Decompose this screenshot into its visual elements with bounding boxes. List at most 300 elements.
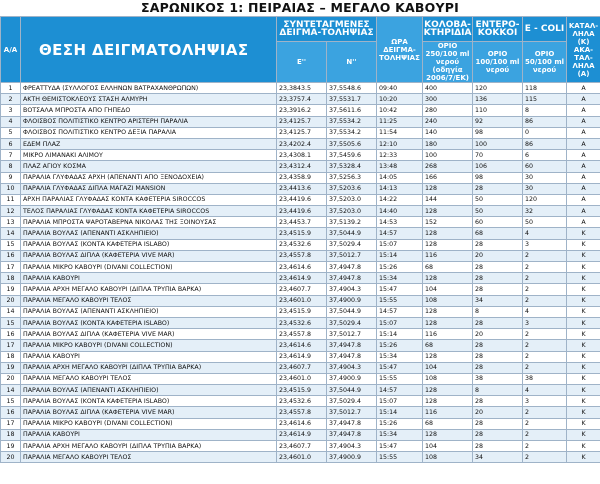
cell-coliforms: 166 xyxy=(423,172,473,183)
table-row xyxy=(1,306,600,317)
cell-category: Α xyxy=(567,105,600,116)
cell-coord-n: 37,5534.2 xyxy=(327,127,377,138)
cell-coliforms: 240 xyxy=(423,116,473,127)
cell-time: 11:25 xyxy=(377,116,423,127)
cell-category: Α xyxy=(567,83,600,94)
table-row xyxy=(1,351,600,362)
cell-category: Κ xyxy=(567,441,600,452)
cell-coord-e: 23,4202.4 xyxy=(277,138,327,149)
cell-category: Α xyxy=(567,150,600,161)
cell-coliforms: 68 xyxy=(423,262,473,273)
cell-time: 15:47 xyxy=(377,284,423,295)
cell-aa: 15 xyxy=(1,239,21,250)
cell-time: 13:48 xyxy=(377,161,423,172)
cell-ecoli: 118 xyxy=(523,83,567,94)
cell-time: 15:07 xyxy=(377,239,423,250)
cell-aa: 15 xyxy=(1,317,21,328)
header-ecoli-limit: ΟΡΙΟ 50/100 ml νερού xyxy=(523,42,567,83)
cell-location: ΦΛΟΙΣΒΟΣ ΠΟΛΙΤΙΣΤΙΚΟ ΚΕΝΤΡΟ ΔΕΞΙΑ ΠΑΡΑΛΙΑ xyxy=(21,127,277,138)
cell-aa: 15 xyxy=(1,396,21,407)
cell-category: Α xyxy=(567,183,600,194)
cell-coord-e: 23,4419.6 xyxy=(277,206,327,217)
cell-ecoli: 2 xyxy=(523,295,567,306)
cell-coord-n: 37,4900.9 xyxy=(327,452,377,463)
cell-location: ΠΑΡΑΛΙΑ ΓΛΥΦΑΔΑΣ ΑΡΧΗ (ΑΠΕΝΑΝΤΙ ΑΠΟ ΞΕΝΟΔΟΧΕΙΑ) xyxy=(21,172,277,183)
cell-time: 15:26 xyxy=(377,340,423,351)
cell-coord-e: 23,4419.6 xyxy=(277,194,327,205)
cell-coord-e: 23,4125.7 xyxy=(277,116,327,127)
cell-coord-n: 37,5044.9 xyxy=(327,385,377,396)
cell-coord-n: 37,5044.9 xyxy=(327,306,377,317)
cell-enterococci: 98 xyxy=(473,172,523,183)
cell-ecoli: 2 xyxy=(523,329,567,340)
cell-coliforms: 128 xyxy=(423,429,473,440)
cell-enterococci: 70 xyxy=(473,150,523,161)
cell-ecoli: 6 xyxy=(523,150,567,161)
cell-time: 15:34 xyxy=(377,273,423,284)
cell-coliforms: 104 xyxy=(423,284,473,295)
cell-category: Κ xyxy=(567,396,600,407)
cell-location: ΠΑΡΑΛΙΑ ΚΑΒΟΥΡΙ xyxy=(21,273,277,284)
results-table xyxy=(0,16,600,463)
cell-ecoli: 2 xyxy=(523,362,567,373)
cell-coliforms: 300 xyxy=(423,94,473,105)
cell-ecoli: 4 xyxy=(523,385,567,396)
cell-category: Α xyxy=(567,94,600,105)
cell-category: Α xyxy=(567,194,600,205)
cell-category: Κ xyxy=(567,329,600,340)
cell-coliforms: 104 xyxy=(423,441,473,452)
cell-coord-n: 37,5029.4 xyxy=(327,239,377,250)
cell-time: 10:42 xyxy=(377,105,423,116)
cell-category: Κ xyxy=(567,418,600,429)
cell-location: ΠΑΡΑΛΙΑ ΚΑΒΟΥΡΙ xyxy=(21,351,277,362)
cell-category: Κ xyxy=(567,362,600,373)
cell-coord-e: 23,4557.8 xyxy=(277,329,327,340)
cell-time: 15:26 xyxy=(377,262,423,273)
table-row xyxy=(1,83,600,94)
cell-coord-n: 37,5505.6 xyxy=(327,138,377,149)
cell-location: ΠΑΡΑΛΙΑ ΜΙΚΡΟ ΚΑΒΟΥΡΙ (DIVANI COLLECTION) xyxy=(21,262,277,273)
cell-enterococci: 50 xyxy=(473,194,523,205)
cell-coord-e: 23,4607.7 xyxy=(277,284,327,295)
cell-coord-e: 23,4601.0 xyxy=(277,295,327,306)
cell-category: Α xyxy=(567,217,600,228)
cell-ecoli: 2 xyxy=(523,340,567,351)
header-coordinates: ΣΥΝΤΕΤΑΓΜΕΝΕΣ ΔΕΙΓΜΑ-ΤΟΛΗΨΙΑΣ xyxy=(277,17,377,42)
cell-coliforms: 128 xyxy=(423,351,473,362)
cell-category: Κ xyxy=(567,429,600,440)
cell-ecoli: 3 xyxy=(523,396,567,407)
cell-enterococci: 20 xyxy=(473,329,523,340)
table-row xyxy=(1,317,600,328)
cell-enterococci: 8 xyxy=(473,306,523,317)
cell-enterococci: 38 xyxy=(473,373,523,384)
cell-location: ΠΑΡΑΛΙΑ ΜΠΡΟΣΤΑ ΨΑΡΟΤΑΒΕΡΝΑ ΝΙΚΟΛΑΣ ΤΗΣ ΞΟΙΝΟΥΣΑΣ xyxy=(21,217,277,228)
header-coord-e: Ε'' xyxy=(277,42,327,83)
table-header xyxy=(1,17,600,83)
cell-coord-e: 23,4515.9 xyxy=(277,306,327,317)
cell-coord-n: 37,5534.2 xyxy=(327,116,377,127)
table-row xyxy=(1,161,600,172)
cell-coliforms: 128 xyxy=(423,396,473,407)
cell-location: ΠΑΡΑΛΙΑ ΒΟΥΛΑΣ ΔΙΠΛΑ (ΚΑΦΕΤΕΡΙΑ VIVE MAR) xyxy=(21,329,277,340)
cell-ecoli: 2 xyxy=(523,351,567,362)
cell-coord-e: 23,4532.6 xyxy=(277,239,327,250)
cell-enterococci: 28 xyxy=(473,340,523,351)
cell-location: ΠΑΡΑΛΙΑ ΜΙΚΡΟ ΚΑΒΟΥΡΙ (DIVANI COLLECTION) xyxy=(21,418,277,429)
cell-enterococci: 28 xyxy=(473,418,523,429)
cell-category: Κ xyxy=(567,373,600,384)
cell-location: ΕΔΕΜ ΠΛΑΖ xyxy=(21,138,277,149)
cell-category: Κ xyxy=(567,340,600,351)
cell-coord-n: 37,5548.6 xyxy=(327,83,377,94)
cell-ecoli: 32 xyxy=(523,206,567,217)
cell-coliforms: 100 xyxy=(423,150,473,161)
cell-coliforms: 144 xyxy=(423,194,473,205)
cell-location: ΑΡΧΗ ΠΑΡΑΛΙΑΣ ΓΛΥΦΑΔΑΣ ΚΟΝΤΑ ΚΑΦΕΤΕΡΙΑ SIROCCOS xyxy=(21,194,277,205)
cell-coord-n: 37,4947.8 xyxy=(327,273,377,284)
cell-time: 15:14 xyxy=(377,250,423,261)
cell-aa: 17 xyxy=(1,340,21,351)
cell-time: 15:26 xyxy=(377,418,423,429)
cell-category: Κ xyxy=(567,385,600,396)
cell-ecoli: 30 xyxy=(523,183,567,194)
cell-aa: 19 xyxy=(1,362,21,373)
cell-category: Α xyxy=(567,138,600,149)
cell-aa: 18 xyxy=(1,351,21,362)
cell-enterococci: 28 xyxy=(473,273,523,284)
cell-coord-e: 23,4601.0 xyxy=(277,373,327,384)
cell-aa: 16 xyxy=(1,250,21,261)
cell-ecoli: 2 xyxy=(523,284,567,295)
cell-aa: 19 xyxy=(1,284,21,295)
cell-location: ΦΛΟΙΣΒΟΣ ΠΟΛΙΤΙΣΤΙΚΟ ΚΕΝΤΡΟ ΑΡΙΣΤΕΡΗ ΠΑΡΑΛΙΑ xyxy=(21,116,277,127)
table-row xyxy=(1,262,600,273)
cell-aa: 16 xyxy=(1,407,21,418)
table-row xyxy=(1,116,600,127)
page-title: ΣΑΡΩΝΙΚΟΣ 1: ΠΕΙΡΑΙΑΣ – ΜΕΓΑΛΟ ΚΑΒΟΥΡΙ xyxy=(141,0,459,15)
cell-ecoli: 60 xyxy=(523,161,567,172)
cell-location: ΠΑΡΑΛΙΑ ΒΟΥΛΑΣ ΔΙΠΛΑ (ΚΑΦΕΤΕΡΙΑ VIVE MAR) xyxy=(21,250,277,261)
cell-coord-n: 37,5029.4 xyxy=(327,317,377,328)
table-row xyxy=(1,441,600,452)
cell-coord-n: 37,5012.7 xyxy=(327,250,377,261)
table-row xyxy=(1,385,600,396)
cell-ecoli: 50 xyxy=(523,217,567,228)
cell-location: ΠΑΡΑΛΙΑ ΜΕΓΑΛΟ ΚΑΒΟΥΡΙ ΤΕΛΟΣ xyxy=(21,373,277,384)
cell-coord-n: 37,5012.7 xyxy=(327,407,377,418)
cell-category: Κ xyxy=(567,250,600,261)
cell-enterococci: 28 xyxy=(473,362,523,373)
cell-enterococci: 136 xyxy=(473,94,523,105)
cell-coliforms: 108 xyxy=(423,295,473,306)
cell-coliforms: 128 xyxy=(423,273,473,284)
cell-coord-n: 37,5256.3 xyxy=(327,172,377,183)
table-row xyxy=(1,206,600,217)
header-ecoli: E - COLI xyxy=(523,17,567,42)
cell-coord-e: 23,4607.7 xyxy=(277,362,327,373)
header-coliforms: ΚΟΛΟΒΑ-ΚΤΗΡΙΔΙΑ xyxy=(423,17,473,42)
cell-ecoli: 38 xyxy=(523,373,567,384)
cell-time: 15:07 xyxy=(377,317,423,328)
cell-coord-e: 23,4515.9 xyxy=(277,228,327,239)
cell-coord-n: 37,4904.3 xyxy=(327,284,377,295)
cell-location: ΠΑΡΑΛΙΑ ΒΟΥΛΑΣ (ΑΠΕΝΑΝΤΙ ΑΣΚΛΗΠΙΕΙΟ) xyxy=(21,306,277,317)
cell-enterococci: 34 xyxy=(473,452,523,463)
cell-coord-e: 23,4607.7 xyxy=(277,441,327,452)
cell-category: Α xyxy=(567,172,600,183)
cell-coord-e: 23,4308.1 xyxy=(277,150,327,161)
cell-time: 14:57 xyxy=(377,385,423,396)
cell-ecoli: 2 xyxy=(523,452,567,463)
cell-aa: 10 xyxy=(1,183,21,194)
cell-time: 14:57 xyxy=(377,306,423,317)
cell-coliforms: 180 xyxy=(423,138,473,149)
table-row xyxy=(1,340,600,351)
cell-coord-n: 37,5044.9 xyxy=(327,228,377,239)
cell-location: ΠΑΡΑΛΙΑ ΒΟΥΛΑΣ (ΚΟΝΤΑ ΚΑΦΕΤΕΡΙΑ ISLABO) xyxy=(21,239,277,250)
cell-enterococci: 50 xyxy=(473,206,523,217)
cell-ecoli: 2 xyxy=(523,441,567,452)
cell-location: ΠΑΡΑΛΙΑ ΚΑΒΟΥΡΙ xyxy=(21,429,277,440)
table-row xyxy=(1,452,600,463)
cell-category: Κ xyxy=(567,262,600,273)
cell-time: 15:55 xyxy=(377,452,423,463)
cell-time: 09:40 xyxy=(377,83,423,94)
cell-ecoli: 2 xyxy=(523,407,567,418)
cell-ecoli: 86 xyxy=(523,116,567,127)
cell-category: Α xyxy=(567,127,600,138)
cell-coord-n: 37,5029.4 xyxy=(327,396,377,407)
cell-aa: 20 xyxy=(1,373,21,384)
table-row xyxy=(1,183,600,194)
table-row xyxy=(1,138,600,149)
cell-coord-e: 23,4532.6 xyxy=(277,317,327,328)
cell-aa: 12 xyxy=(1,206,21,217)
cell-time: 11:54 xyxy=(377,127,423,138)
cell-time: 15:34 xyxy=(377,429,423,440)
table-row xyxy=(1,396,600,407)
cell-ecoli: 120 xyxy=(523,194,567,205)
cell-coord-e: 23,4413.6 xyxy=(277,183,327,194)
cell-coord-e: 23,3843.5 xyxy=(277,83,327,94)
cell-enterococci: 28 xyxy=(473,429,523,440)
table-row xyxy=(1,362,600,373)
cell-coliforms: 128 xyxy=(423,206,473,217)
table-row xyxy=(1,172,600,183)
cell-coord-n: 37,4947.8 xyxy=(327,340,377,351)
table-row xyxy=(1,217,600,228)
cell-time: 10:20 xyxy=(377,94,423,105)
cell-coord-e: 23,4601.0 xyxy=(277,452,327,463)
cell-enterococci: 68 xyxy=(473,228,523,239)
cell-enterococci: 28 xyxy=(473,351,523,362)
cell-location: ΠΑΡΑΛΙΑ ΑΡΧΗ ΜΕΓΑΛΟ ΚΑΒΟΥΡΙ (ΔΙΠΛΑ ΤΡΥΠΙΑ ΒΑΡΚΑ) xyxy=(21,441,277,452)
cell-aa: 20 xyxy=(1,295,21,306)
cell-category: Κ xyxy=(567,228,600,239)
cell-coliforms: 68 xyxy=(423,418,473,429)
cell-location: ΠΑΡΑΛΙΑ ΒΟΥΛΑΣ (ΑΠΕΝΑΝΤΙ ΑΣΚΛΗΠΙΕΙΟ) xyxy=(21,385,277,396)
cell-location: ΠΑΡΑΛΙΑ ΑΡΧΗ ΜΕΓΑΛΟ ΚΑΒΟΥΡΙ (ΔΙΠΛΑ ΤΡΥΠΙΑ ΒΑΡΚΑ) xyxy=(21,362,277,373)
cell-category: Κ xyxy=(567,452,600,463)
cell-ecoli: 2 xyxy=(523,262,567,273)
cell-coord-n: 37,5012.7 xyxy=(327,329,377,340)
cell-coliforms: 108 xyxy=(423,452,473,463)
cell-coord-e: 23,4614.6 xyxy=(277,262,327,273)
cell-enterococci: 8 xyxy=(473,385,523,396)
cell-coord-n: 37,4904.3 xyxy=(327,441,377,452)
cell-ecoli: 115 xyxy=(523,94,567,105)
cell-coliforms: 268 xyxy=(423,161,473,172)
cell-time: 14:22 xyxy=(377,194,423,205)
cell-location: ΜΙΚΡΟ ΛΙΜΑΝΑΚΙ ΑΛΙΜΟΥ xyxy=(21,150,277,161)
table-row xyxy=(1,194,600,205)
cell-coord-e: 23,4453.7 xyxy=(277,217,327,228)
cell-enterococci: 34 xyxy=(473,295,523,306)
cell-coord-n: 37,5203.6 xyxy=(327,183,377,194)
cell-coord-e: 23,4515.9 xyxy=(277,385,327,396)
table-row xyxy=(1,239,600,250)
cell-time: 15:55 xyxy=(377,373,423,384)
cell-ecoli: 0 xyxy=(523,127,567,138)
cell-ecoli: 2 xyxy=(523,429,567,440)
cell-time: 12:10 xyxy=(377,138,423,149)
cell-coord-n: 37,4900.9 xyxy=(327,373,377,384)
cell-enterococci: 28 xyxy=(473,183,523,194)
cell-location: ΠΑΡΑΛΙΑ ΜΕΓΑΛΟ ΚΑΒΟΥΡΙ ΤΕΛΟΣ xyxy=(21,295,277,306)
cell-aa: 16 xyxy=(1,329,21,340)
cell-enterococci: 92 xyxy=(473,116,523,127)
cell-coord-n: 37,4904.3 xyxy=(327,362,377,373)
cell-coord-n: 37,4900.9 xyxy=(327,295,377,306)
cell-time: 14:05 xyxy=(377,172,423,183)
cell-category: Κ xyxy=(567,351,600,362)
cell-coord-e: 23,4358.9 xyxy=(277,172,327,183)
cell-location: ΠΑΡΑΛΙΑ ΒΟΥΛΑΣ (ΚΟΝΤΑ ΚΑΦΕΤΕΡΙΑ ISLABO) xyxy=(21,317,277,328)
cell-enterococci: 60 xyxy=(473,217,523,228)
cell-ecoli: 4 xyxy=(523,228,567,239)
cell-enterococci: 98 xyxy=(473,127,523,138)
table-body xyxy=(1,83,600,463)
table-row xyxy=(1,150,600,161)
cell-coord-n: 37,4947.8 xyxy=(327,262,377,273)
cell-category: Κ xyxy=(567,273,600,284)
header-category: ΚΑΤΑΛ-ΛΗΛΑ (Κ) ΑΚΑ-ΤΑΛ-ΛΗΛΑ (Α) xyxy=(567,17,600,83)
cell-aa: 14 xyxy=(1,228,21,239)
cell-ecoli: 2 xyxy=(523,418,567,429)
cell-coord-n: 37,5611.6 xyxy=(327,105,377,116)
table-row xyxy=(1,250,600,261)
table-row xyxy=(1,228,600,239)
cell-coliforms: 128 xyxy=(423,228,473,239)
table-row xyxy=(1,105,600,116)
cell-coord-e: 23,4557.8 xyxy=(277,250,327,261)
cell-time: 15:14 xyxy=(377,329,423,340)
cell-time: 15:55 xyxy=(377,295,423,306)
cell-coord-n: 37,5459.6 xyxy=(327,150,377,161)
cell-aa: 18 xyxy=(1,429,21,440)
cell-ecoli: 2 xyxy=(523,250,567,261)
cell-coord-e: 23,4312.4 xyxy=(277,161,327,172)
cell-aa: 11 xyxy=(1,194,21,205)
cell-coord-e: 23,3916.2 xyxy=(277,105,327,116)
cell-time: 15:34 xyxy=(377,351,423,362)
cell-ecoli: 30 xyxy=(523,172,567,183)
cell-enterococci: 110 xyxy=(473,105,523,116)
cell-ecoli: 3 xyxy=(523,317,567,328)
cell-coord-n: 37,5531.7 xyxy=(327,94,377,105)
cell-coord-n: 37,4947.8 xyxy=(327,418,377,429)
table-row xyxy=(1,284,600,295)
cell-enterococci: 28 xyxy=(473,262,523,273)
cell-enterococci: 106 xyxy=(473,161,523,172)
cell-coliforms: 400 xyxy=(423,83,473,94)
header-time: ΩΡΑ ΔΕΙΓΜΑ-ΤΟΛΗΨΙΑΣ xyxy=(377,17,423,83)
cell-time: 15:47 xyxy=(377,362,423,373)
cell-time: 14:57 xyxy=(377,228,423,239)
table-row xyxy=(1,407,600,418)
cell-ecoli: 8 xyxy=(523,105,567,116)
cell-coliforms: 116 xyxy=(423,407,473,418)
cell-enterococci: 28 xyxy=(473,396,523,407)
cell-location: ΠΛΑΖ ΑΓΙΟΥ ΚΟΣΜΑ xyxy=(21,161,277,172)
cell-location: ΠΑΡΑΛΙΑ ΜΙΚΡΟ ΚΑΒΟΥΡΙ (DIVANI COLLECTION) xyxy=(21,340,277,351)
cell-ecoli: 4 xyxy=(523,306,567,317)
cell-location: ΠΑΡΑΛΙΑ ΓΛΥΦΑΔΑΣ ΔΙΠΛΑ ΜΑΓΑΖΙ MANSION xyxy=(21,183,277,194)
cell-coord-n: 37,5139.2 xyxy=(327,217,377,228)
cell-enterococci: 120 xyxy=(473,83,523,94)
cell-aa: 7 xyxy=(1,150,21,161)
cell-aa: 17 xyxy=(1,262,21,273)
cell-coord-n: 37,4947.8 xyxy=(327,351,377,362)
cell-aa: 4 xyxy=(1,116,21,127)
cell-location: ΤΕΛΟΣ ΠΑΡΑΛΙΑΣ ΓΛΥΦΑΔΑΣ ΚΟΝΤΑ ΚΑΦΕΤΕΡΙΑ SIROCCOS xyxy=(21,206,277,217)
cell-time: 15:14 xyxy=(377,407,423,418)
cell-aa: 3 xyxy=(1,105,21,116)
cell-ecoli: 2 xyxy=(523,273,567,284)
cell-coord-e: 23,4125.7 xyxy=(277,127,327,138)
cell-category: Α xyxy=(567,206,600,217)
table-row xyxy=(1,273,600,284)
cell-enterococci: 20 xyxy=(473,407,523,418)
cell-enterococci: 28 xyxy=(473,239,523,250)
cell-enterococci: 28 xyxy=(473,441,523,452)
cell-category: Κ xyxy=(567,239,600,250)
cell-coord-e: 23,4557.8 xyxy=(277,407,327,418)
cell-coord-e: 23,3757.4 xyxy=(277,94,327,105)
cell-enterococci: 20 xyxy=(473,250,523,261)
cell-time: 14:53 xyxy=(377,217,423,228)
cell-location: ΦΡΕΑΤΤΥΔΑ (ΣΥΛΛΟΓΟΣ ΕΛΛΗΝΩΝ ΒΑΤΡΑΧΑΝΘΡΩΠΩΝ) xyxy=(21,83,277,94)
cell-coord-e: 23,4614.9 xyxy=(277,351,327,362)
cell-aa: 13 xyxy=(1,217,21,228)
cell-location: ΠΑΡΑΛΙΑ ΒΟΥΛΑΣ (ΚΟΝΤΑ ΚΑΦΕΤΕΡΙΑ ISLABO) xyxy=(21,396,277,407)
cell-ecoli: 86 xyxy=(523,138,567,149)
cell-aa: 14 xyxy=(1,306,21,317)
cell-ecoli: 3 xyxy=(523,239,567,250)
cell-aa: 1 xyxy=(1,83,21,94)
cell-coliforms: 128 xyxy=(423,385,473,396)
cell-coliforms: 104 xyxy=(423,362,473,373)
cell-time: 12:33 xyxy=(377,150,423,161)
cell-coord-e: 23,4614.9 xyxy=(277,429,327,440)
cell-category: Κ xyxy=(567,284,600,295)
cell-coliforms: 152 xyxy=(423,217,473,228)
cell-coliforms: 116 xyxy=(423,329,473,340)
cell-time: 15:47 xyxy=(377,441,423,452)
cell-category: Κ xyxy=(567,306,600,317)
